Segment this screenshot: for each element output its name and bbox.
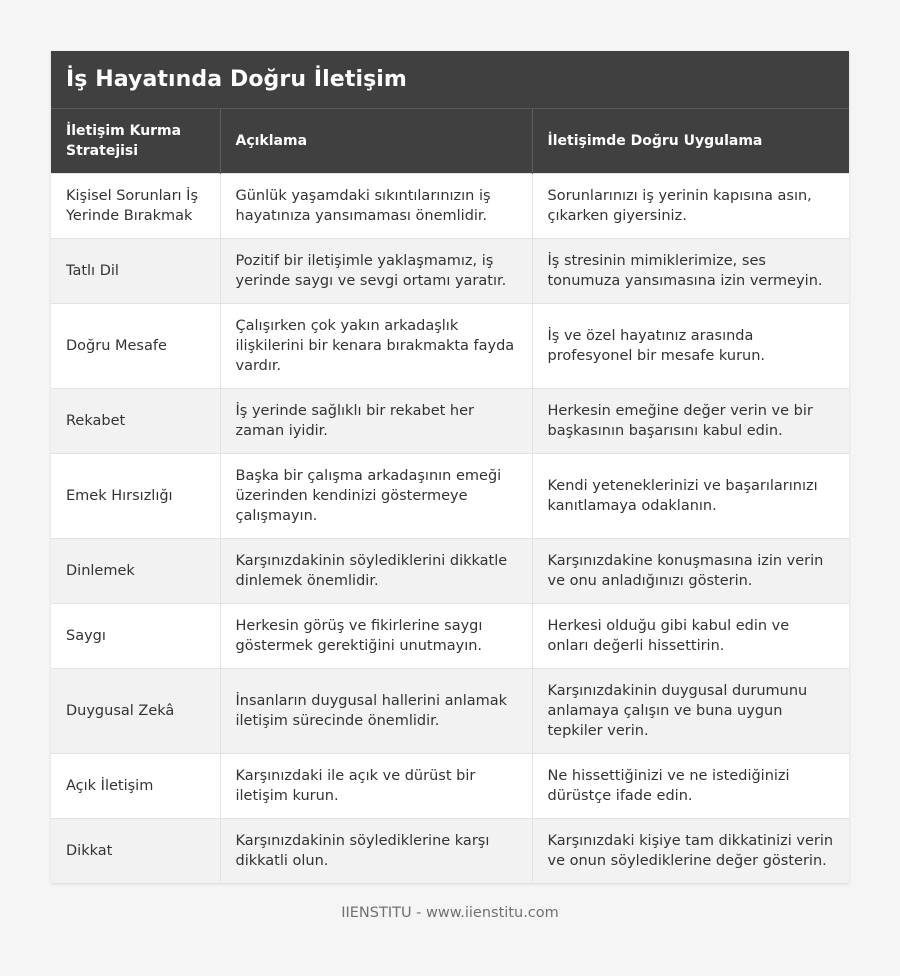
- table-row: [51, 304, 849, 389]
- cell-practice: İş stresinin mimiklerimize, ses tonumuza yansımasına izin vermeyin.: [532, 239, 849, 304]
- cell-strategy: Açık İletişim: [51, 754, 220, 819]
- cell-description: Karşınızdakinin söylediklerine karşı dikkatli olun.: [220, 819, 532, 884]
- footer-credit: IIENSTITU - www.iienstitu.com: [341, 905, 559, 921]
- table-row: [51, 754, 849, 819]
- table-row: [51, 669, 849, 754]
- column-header-practice: İletişimde Doğru Uygulama: [532, 109, 849, 174]
- table-row: [51, 539, 849, 604]
- title-bar: [51, 51, 849, 109]
- cell-strategy: Dinlemek: [51, 539, 220, 604]
- cell-practice: Karşınızdaki kişiye tam dikkatinizi verin ve onun söylediklerine değer gösterin.: [532, 819, 849, 884]
- cell-practice: Karşınızdakinin duygusal durumunu anlamaya çalışın ve buna uygun tepkiler verin.: [532, 669, 849, 754]
- cell-description: Çalışırken çok yakın arkadaşlık ilişkilerini bir kenara bırakmakta fayda vardır.: [220, 304, 532, 389]
- strategy-table: [51, 109, 849, 883]
- cell-strategy: Dikkat: [51, 819, 220, 884]
- cell-strategy: Rekabet: [51, 389, 220, 454]
- table-header: [51, 109, 849, 174]
- cell-description: Pozitif bir iletişimle yaklaşmamız, iş yerinde saygı ve sevgi ortamı yaratır.: [220, 239, 532, 304]
- table-row: [51, 174, 849, 239]
- cell-description: İnsanların duygusal hallerini anlamak iletişim sürecinde önemlidir.: [220, 669, 532, 754]
- cell-strategy: Duygusal Zekâ: [51, 669, 220, 754]
- header-row: [51, 109, 849, 174]
- cell-strategy: Tatlı Dil: [51, 239, 220, 304]
- cell-practice: Herkesin emeğine değer verin ve bir başkasının başarısını kabul edin.: [532, 389, 849, 454]
- cell-practice: Kendi yeteneklerinizi ve başarılarınızı kanıtlamaya odaklanın.: [532, 454, 849, 539]
- table-row: [51, 239, 849, 304]
- cell-practice: Ne hissettiğinizi ve ne istediğinizi dürüstçe ifade edin.: [532, 754, 849, 819]
- cell-description: Günlük yaşamdaki sıkıntılarınızın iş hayatınıza yansımaması önemlidir.: [220, 174, 532, 239]
- cell-strategy: Kişisel Sorunları İş Yerinde Bırakmak: [51, 174, 220, 239]
- cell-description: Herkesin görüş ve fikirlerine saygı göstermek gerektiğini unutmayın.: [220, 604, 532, 669]
- cell-practice: Herkesi olduğu gibi kabul edin ve onları değerli hissettirin.: [532, 604, 849, 669]
- cell-description: Karşınızdaki ile açık ve dürüst bir iletişim kurun.: [220, 754, 532, 819]
- column-header-description: Açıklama: [220, 109, 532, 174]
- cell-description: Başka bir çalışma arkadaşının emeği üzerinden kendinizi göstermeye çalışmayın.: [220, 454, 532, 539]
- table-row: [51, 819, 849, 884]
- column-header-strategy: İletişim Kurma Stratejisi: [51, 109, 220, 174]
- cell-practice: Sorunlarınızı iş yerinin kapısına asın, çıkarken giyersiniz.: [532, 174, 849, 239]
- cell-description: İş yerinde sağlıklı bir rekabet her zaman iyidir.: [220, 389, 532, 454]
- table-row: [51, 454, 849, 539]
- table-row: [51, 604, 849, 669]
- table-body: [51, 174, 849, 884]
- cell-strategy: Emek Hırsızlığı: [51, 454, 220, 539]
- cell-description: Karşınızdakinin söylediklerini dikkatle dinlemek önemlidir.: [220, 539, 532, 604]
- page-title: İş Hayatında Doğru İletişim: [66, 67, 407, 92]
- cell-strategy: Saygı: [51, 604, 220, 669]
- content-card: [51, 51, 849, 883]
- cell-strategy: Doğru Mesafe: [51, 304, 220, 389]
- cell-practice: Karşınızdakine konuşmasına izin verin ve onu anladığınızı gösterin.: [532, 539, 849, 604]
- table-row: [51, 389, 849, 454]
- cell-practice: İş ve özel hayatınız arasında profesyonel bir mesafe kurun.: [532, 304, 849, 389]
